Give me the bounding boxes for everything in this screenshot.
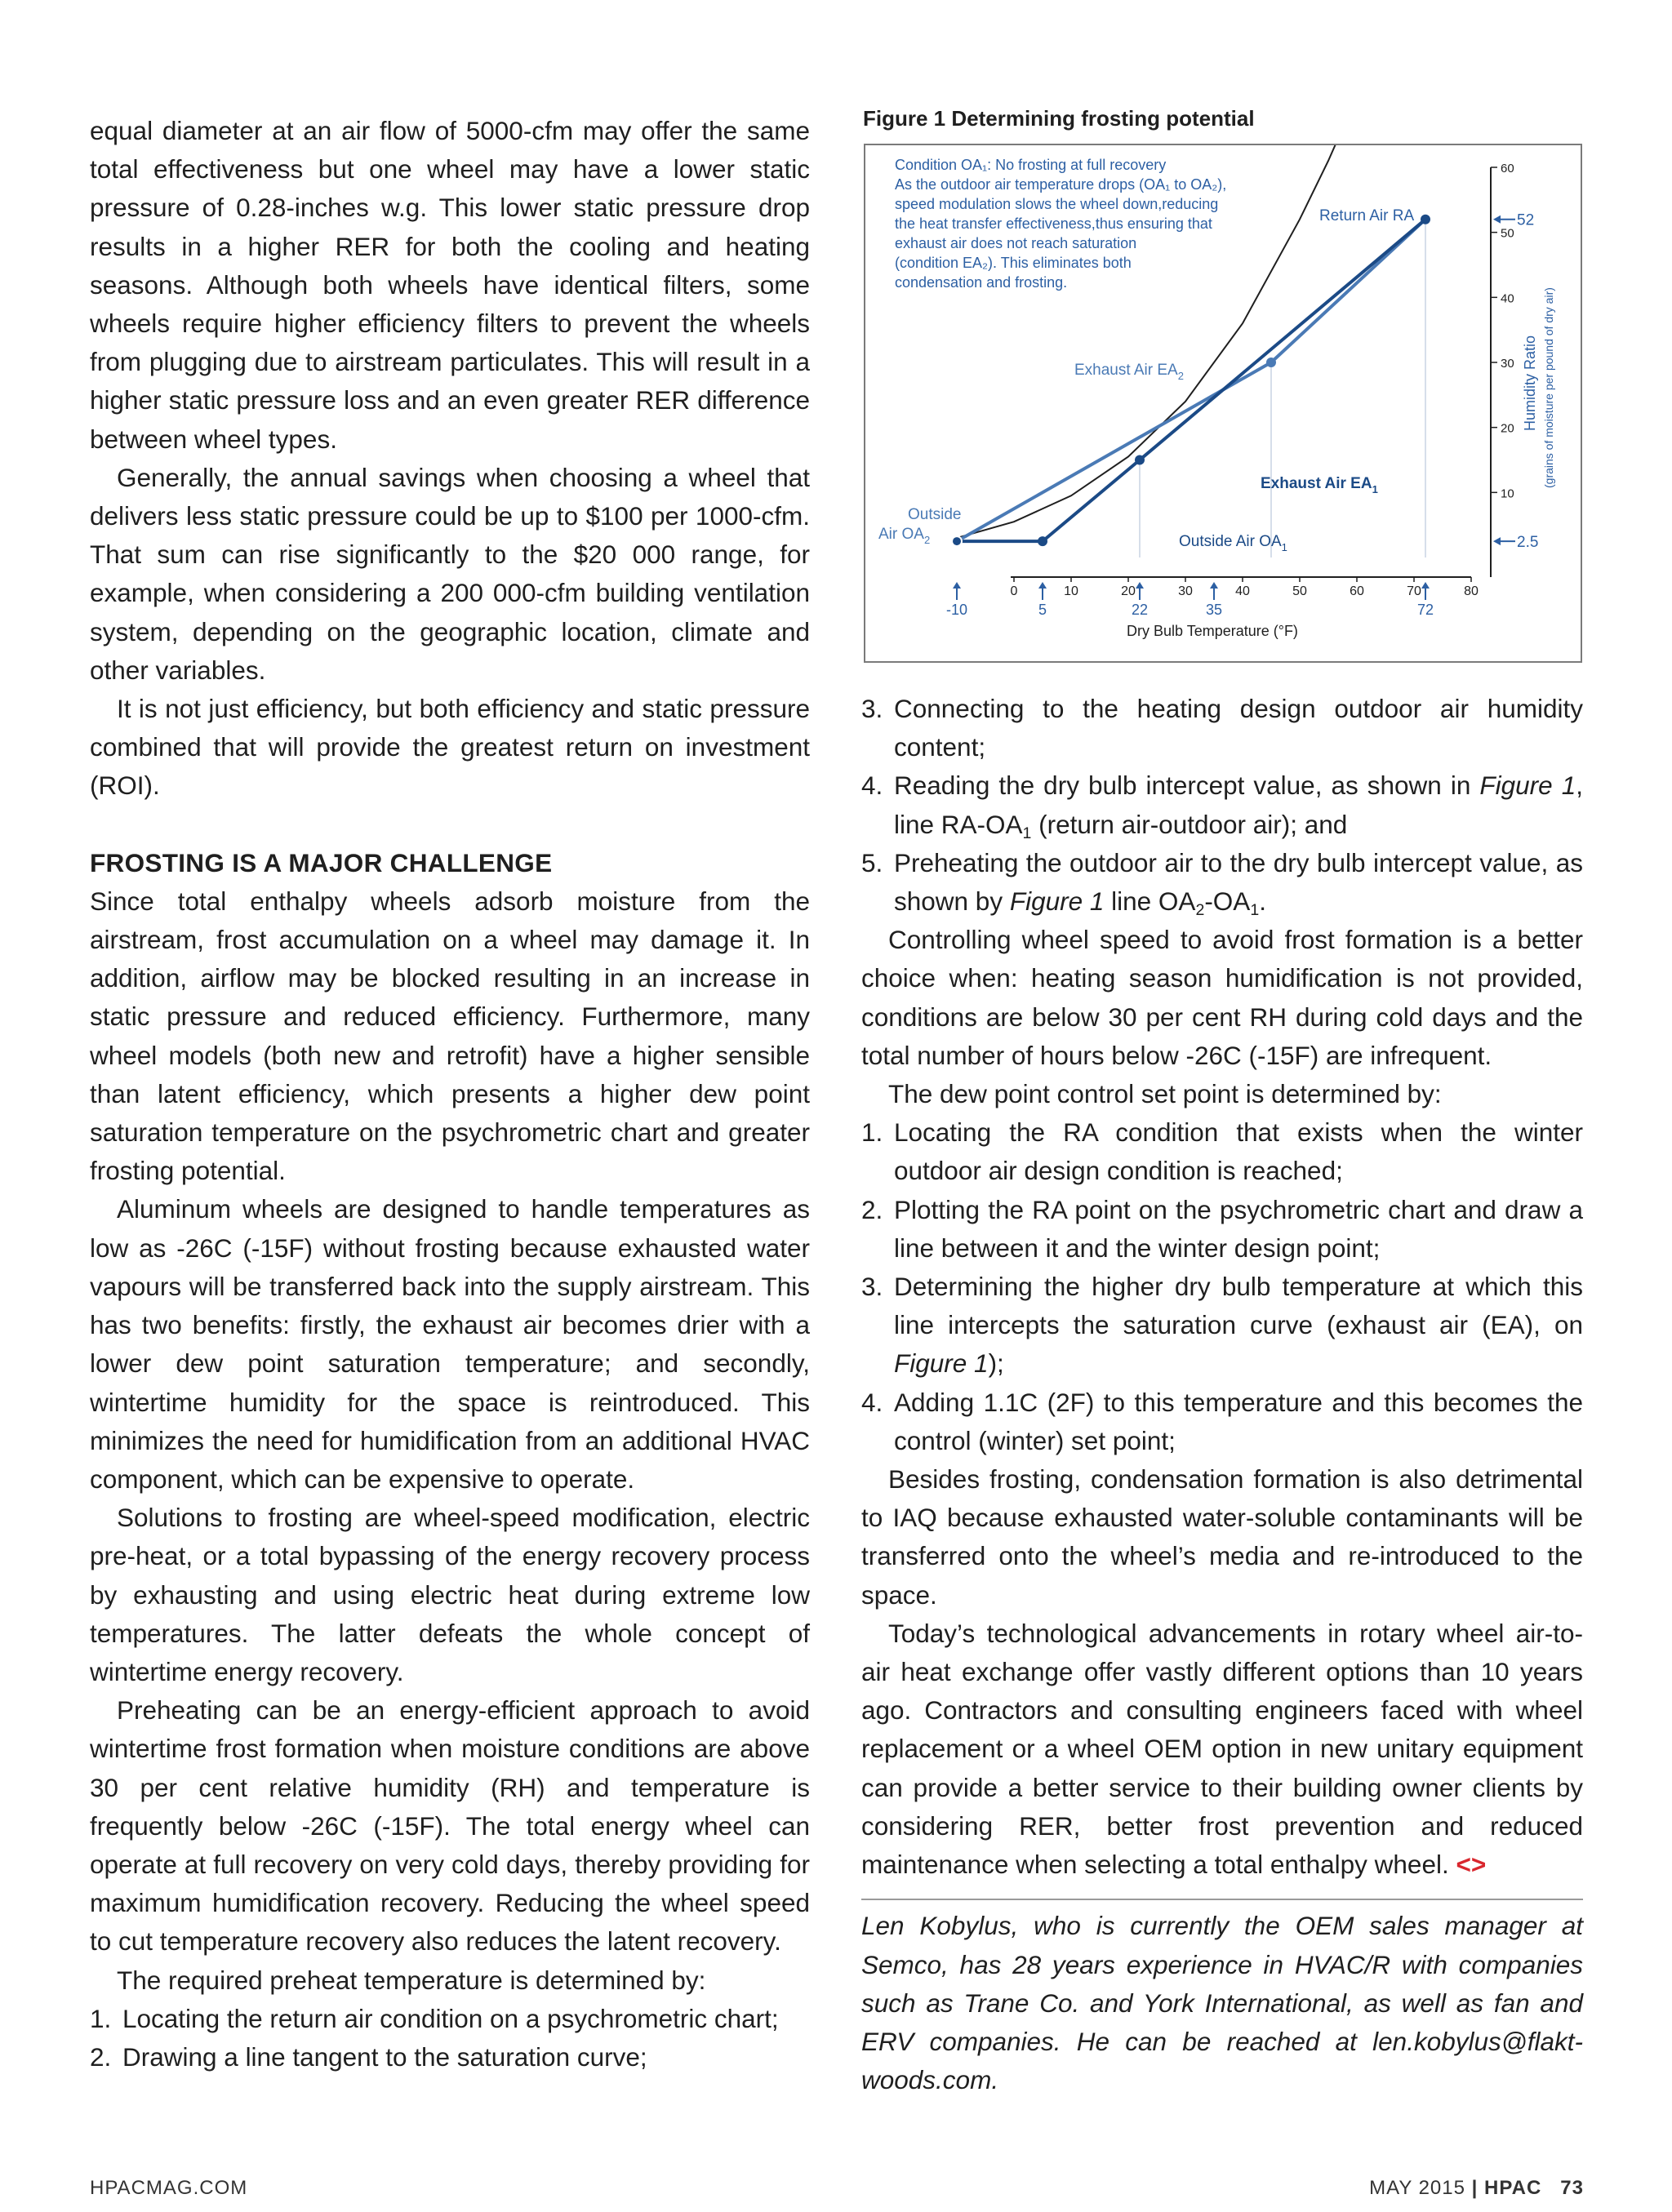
- point-outside-oa2: [952, 536, 962, 546]
- list-text: Plotting the RA point on the psychrometric chart and draw a line between it and the winter design point;: [894, 1194, 1583, 1263]
- paragraph: Solutions to frosting are wheel-speed modification, electric pre-heat, or a total bypassing of the energy recovery process by exhausting and using electric heat during extreme low temperatures. The latter defeats the whole concept of wintertime energy recovery.: [90, 1503, 810, 1686]
- bio-divider: [861, 1899, 1583, 2099]
- footer-site: HPACMAG.COM: [90, 2177, 248, 2199]
- y-marker-label: 52: [1517, 211, 1535, 229]
- point-exhaust-ea2: [1266, 358, 1276, 367]
- x-marker-arrowhead: [1421, 582, 1430, 589]
- condition-line: speed modulation slows the wheel down,reducing: [895, 196, 1219, 212]
- list-number: 2.: [861, 1194, 883, 1224]
- paragraph: Generally, the annual savings when choosing a wheel that delivers less static pressure could be up to $100 per 1000-cfm. That sum can rise significantly to the $20 000 range, for example, when considering a 200 000-cfm building ventilation system, depending on the geographic location, climate and other variables.: [90, 462, 810, 685]
- vertical-reference-lines: [1140, 220, 1425, 557]
- footer-brand: HPAC: [1484, 2177, 1542, 2199]
- author-bio: Len Kobylus, who is currently the OEM sales manager at Semco, has 28 years experience in HVAC/R with companies such as Trane Co. and York International, as well as fan and ERV companies. He can be reached at len.kobylus@flakt-woods.com.: [861, 1911, 1583, 2095]
- x-tick-label: 70: [1407, 584, 1421, 598]
- paragraph: Aluminum wheels are designed to handle temperatures as low as -26C (-15F) without frosting because exhausted water vapours will be transferred back into the supply airstream. This has two benefits: firstly, the exhaust air becomes drier with a lower dew point saturation temperature; and secondly, wintertime humidity for the space is reintroduced. This minimizes the need for humidification from an additional HVAC component, which can be expensive to operate.: [90, 1194, 810, 1494]
- x-tick-label: 60: [1350, 584, 1364, 598]
- condition-line: As the outdoor air temperature drops (OA₁ to OA₂),: [895, 176, 1227, 193]
- list-text: Adding 1.1C (2F) to this temperature and this becomes the control (winter) set point;: [894, 1387, 1583, 1455]
- x-marker-label: 72: [1416, 602, 1434, 618]
- y-tick-label: 10: [1501, 486, 1514, 501]
- figure-title: Figure 1 Determining frosting potential: [863, 106, 1255, 131]
- x-tick-label: 30: [1178, 584, 1193, 598]
- condition-line: the heat transfer effectiveness,thus ensuring that: [895, 215, 1212, 232]
- x-marker-label: -10: [945, 602, 968, 618]
- condition-line: (condition EA₂). This eliminates both: [895, 255, 1132, 271]
- list-item: [90, 2038, 810, 2077]
- point-exhaust-ea1: [1135, 455, 1145, 465]
- point-outside-oa1: [1038, 536, 1047, 546]
- list-number: 3.: [861, 694, 883, 723]
- list-item: [861, 1191, 1583, 1268]
- x-tick-label: 80: [1464, 584, 1479, 598]
- y-marker-arrowhead: [1493, 215, 1501, 224]
- list-text: Drawing a line tangent to the saturation curve;: [122, 2041, 647, 2072]
- y-tick-label: 30: [1501, 357, 1514, 371]
- list-text: Locating the RA condition that exists when the winter outdoor air design condition is reached;: [894, 1117, 1583, 1186]
- x-marker-label: 22: [1131, 602, 1149, 618]
- y-tick-label: 40: [1501, 291, 1514, 306]
- paragraph: Besides frosting, condensation formation is also detrimental to IAQ because exhausted water-soluble contaminants will be transferred onto the wheel’s media and re-introduced to the space.: [861, 1464, 1583, 1610]
- paragraph: The dew point control set point is determined by:: [888, 1079, 1442, 1109]
- x-marker-label: 5: [1038, 602, 1047, 618]
- condition-line: exhaust air does not reach saturation: [895, 235, 1137, 251]
- footer-separator: |: [1471, 2177, 1479, 2199]
- y-tick-label: 60: [1501, 162, 1514, 175]
- y-tick-label: 50: [1501, 226, 1514, 241]
- paragraph: The required preheat temperature is determined by:: [117, 1965, 706, 1995]
- list-text: Reading the dry bulb intercept value, as shown in Figure 1, line $RA-OA_1$ (return air-outdoor air); and: [894, 771, 1583, 842]
- list-item: [861, 1268, 1583, 1384]
- label-outside: Outside: [908, 506, 962, 523]
- y-marker-arrowhead: [1493, 537, 1501, 545]
- paragraph: Today’s technological advancements in rotary wheel air-to-air heat exchange offer vastly different options than 10 years ago. Contractors and consulting engineers faced with wheel replacement or a wheel OEM option in new unitary equipment can provide a better service to their building owner clients by considering RER, better frost prevention and reduced maintenance when selecting a total enthalpy wheel. <>: [861, 1618, 1583, 1880]
- list-item: [861, 690, 1583, 766]
- label-return-air: Return Air RA: [1319, 207, 1415, 224]
- paragraph: equal diameter at an air flow of 5000-cfm may offer the same total effectiveness but one wheel may have a lower static pressure of 0.28-inches w.g. This lower static pressure drop results in a higher RER for both the cooling and heating seasons. Although both wheels have identical filters, some wheels require higher efficiency filters to prevent the wheels from plugging due to airstream particulates. This will result in a higher static pressure loss and an even greater RER difference between wheel types.: [90, 116, 810, 454]
- list-item: [861, 1113, 1583, 1190]
- list-item: [861, 1384, 1583, 1460]
- x-tick-label: 0: [1010, 584, 1018, 598]
- condition-line: condensation and frosting.: [895, 274, 1068, 291]
- label-exhaust-ea1: Exhaust Air $EA_1$: [1261, 475, 1378, 495]
- paragraph: Controlling wheel speed to avoid frost formation is a better choice when: heating season humidification is not provided, conditions are below 30 per cent RH during cold days and the total number of hours below -26C (-15F) are infrequent.: [861, 925, 1583, 1070]
- x-tick-label: 20: [1121, 584, 1136, 598]
- section-heading: FROSTING IS A MAJOR CHALLENGE: [90, 847, 553, 877]
- point-return-air: [1421, 215, 1430, 224]
- list-number: 3.: [861, 1272, 883, 1302]
- x-marker-arrowhead: [1136, 582, 1144, 589]
- list-number: 5.: [861, 847, 883, 877]
- y-marker-label: 2.5: [1517, 534, 1539, 552]
- x-tick-label: 10: [1064, 584, 1078, 598]
- paragraph: Preheating can be an energy-efficient approach to avoid wintertime frost formation when moisture conditions are above 30 per cent relative humidity (RH) and temperature is frequently below -26C (-15F). The total energy wheel can operate at full recovery on very cold days, thereby providing for maximum humidification recovery. Reducing the wheel speed to cut temperature recovery also reduces the latent recovery.: [90, 1695, 810, 1957]
- x-ticks: [946, 577, 1479, 618]
- x-marker-label: 35: [1205, 602, 1223, 618]
- list-text: Determining the higher dry bulb temperature at which this line intercepts the saturation curve (exhaust air (EA), on Figure 1);: [894, 1272, 1583, 1379]
- y-axis-sublabel: (grains of moisture per pound of dry air): [1542, 287, 1555, 488]
- list-number: 1.: [90, 2003, 112, 2033]
- condition-text: [895, 157, 1230, 291]
- list-number: 4.: [861, 771, 883, 801]
- x-marker-arrowhead: [1210, 582, 1218, 589]
- figure-frame: [864, 144, 1582, 663]
- x-tick-label: 40: [1235, 584, 1250, 598]
- label-air-oa2: Air $OA_2$: [878, 526, 931, 546]
- psychrometric-chart: [865, 145, 1581, 661]
- list-number: 1.: [861, 1117, 883, 1148]
- list-number: 2.: [90, 2041, 112, 2072]
- list-item: [90, 2000, 810, 2038]
- list-item: [861, 844, 1583, 921]
- x-axis-label: Dry Bulb Temperature (°F): [1127, 623, 1298, 639]
- right-column: [861, 690, 1583, 2099]
- end-mark: <>: [1456, 1850, 1487, 1880]
- footer-folio: [1369, 2177, 1584, 2200]
- label-outside-oa1: Outside Air $OA_1$: [1179, 533, 1287, 553]
- y-tick-label: 20: [1501, 421, 1514, 436]
- list-text: Connecting to the heating design outdoor air humidity content;: [894, 694, 1583, 762]
- page-number: 73: [1560, 2177, 1584, 2199]
- list-item: [861, 766, 1583, 843]
- left-column: [90, 112, 810, 2077]
- paragraph: It is not just efficiency, but both efficiency and static pressure combined that will provide the greatest return on investment (ROI).: [90, 694, 810, 801]
- x-marker-arrowhead: [1038, 582, 1047, 589]
- list-text: Locating the return air condition on a psychrometric chart;: [122, 2003, 779, 2033]
- paragraph: Since total enthalpy wheels adsorb moisture from the airstream, frost accumulation on a wheel may damage it. In addition, airflow may be blocked resulting in an increase in static pressure and reduced efficiency. Furthermore, many wheel models (both new and retrofit) have a higher sensible than latent efficiency, which presents a higher dew point saturation temperature on the psychrometric chart and greater frosting potential.: [90, 886, 810, 1186]
- list-number: 4.: [861, 1387, 883, 1417]
- condition-line: Condition OA₁: No frosting at full recovery: [895, 157, 1167, 173]
- footer-date: MAY 2015: [1369, 2177, 1465, 2199]
- x-tick-label: 50: [1292, 584, 1307, 598]
- list-text: Preheating the outdoor air to the dry bulb intercept value, as shown by Figure 1 line $OA_2-OA_1$.: [894, 847, 1583, 919]
- label-exhaust-ea2: Exhaust Air $EA_2$: [1074, 362, 1184, 382]
- x-marker-arrowhead: [953, 582, 961, 589]
- y-axis-label: Humidity Ratio: [1522, 335, 1538, 431]
